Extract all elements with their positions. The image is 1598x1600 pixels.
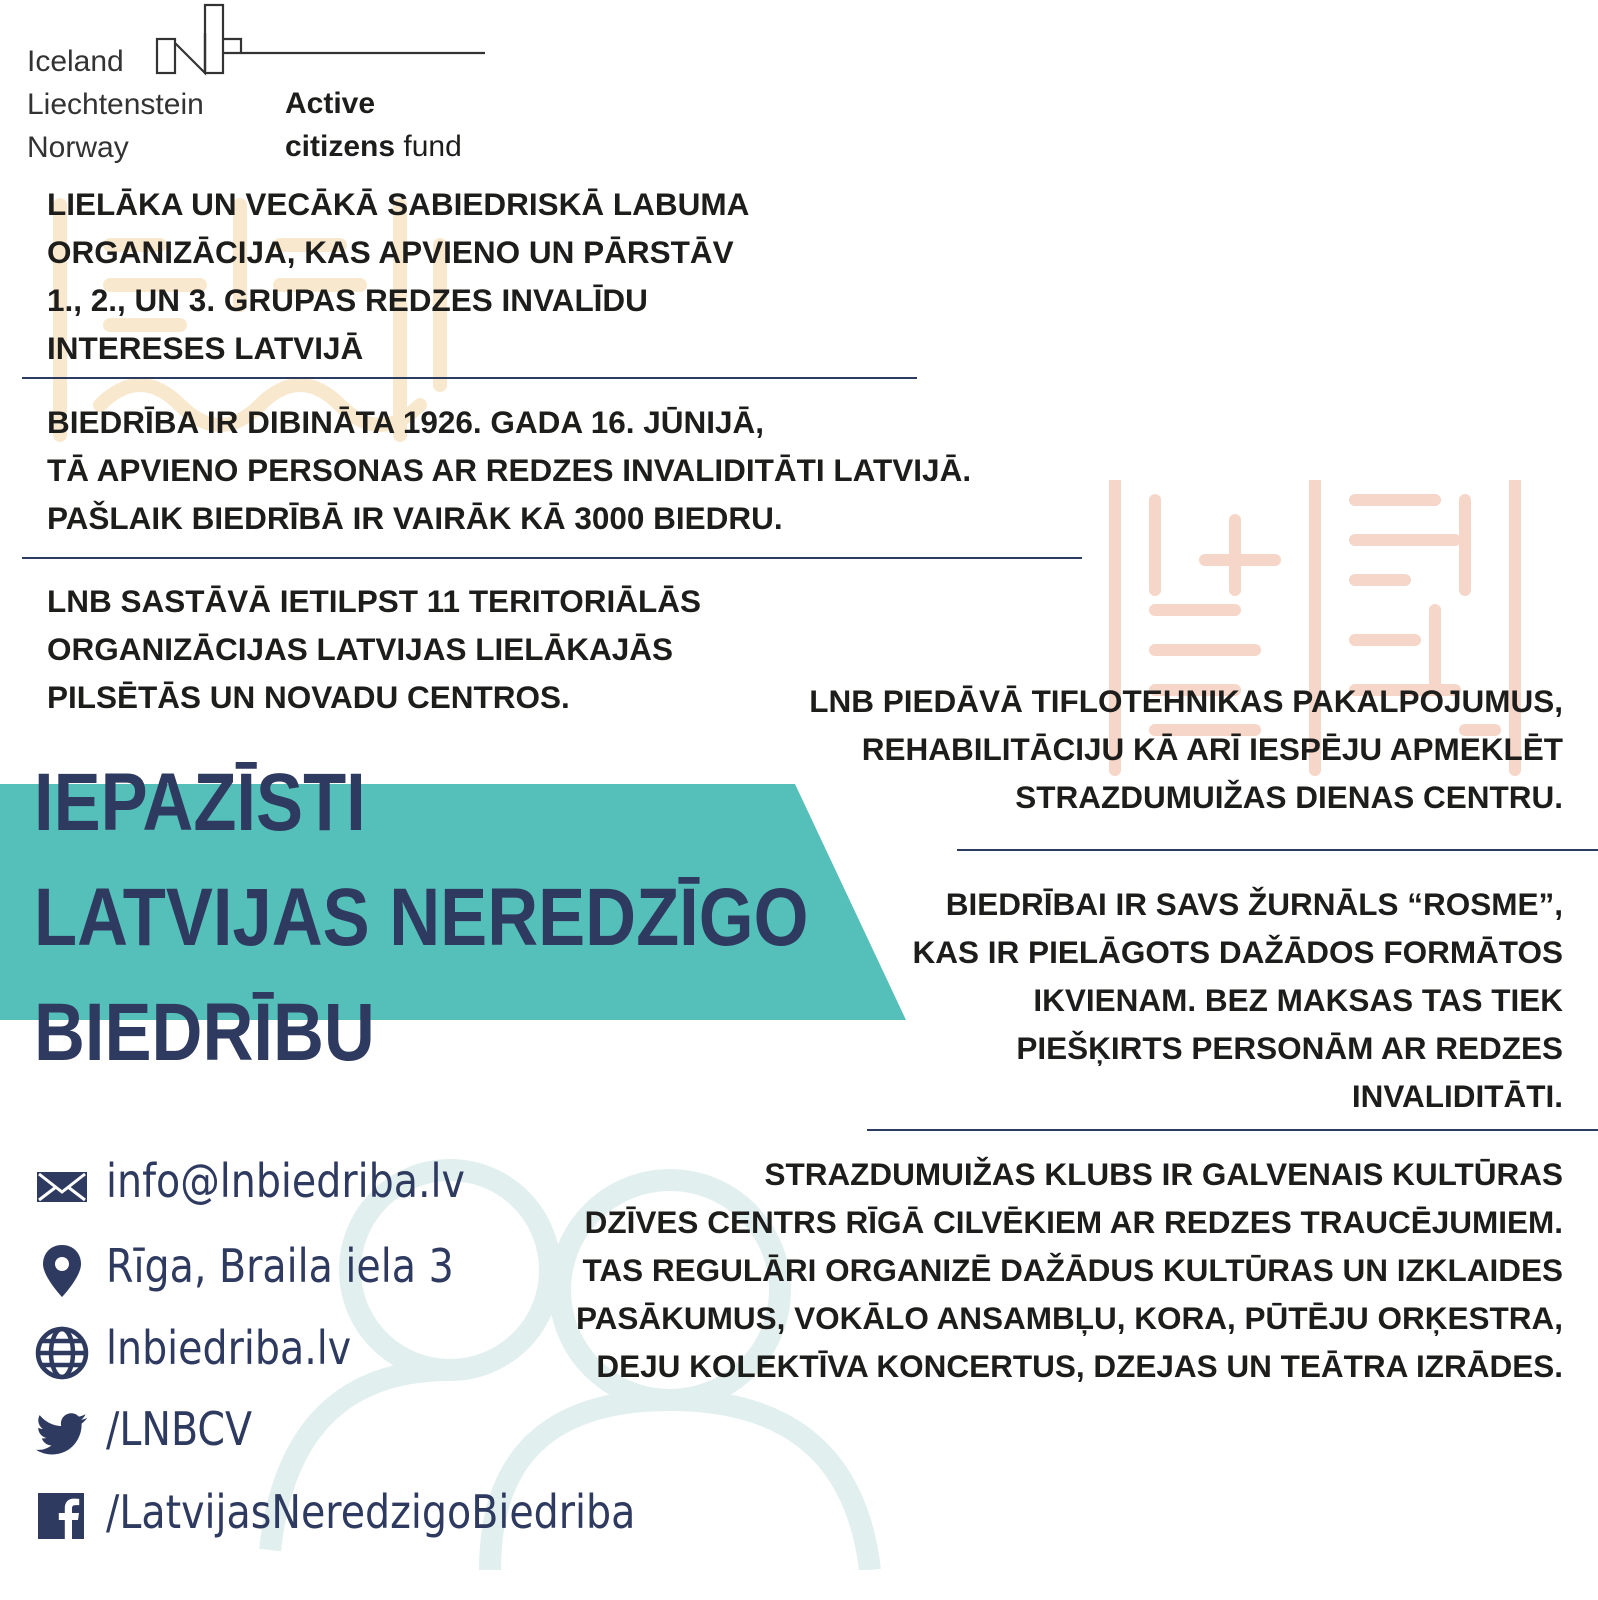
magazine-line: IKVIENAM. BEZ MAKSAS TAS TIEK	[1033, 982, 1563, 1018]
contact-facebook[interactable]	[34, 1481, 654, 1551]
logo-country-liechtenstein: Liechtenstein	[27, 88, 204, 121]
magazine-line: KAS IR PIELĀGOTS DAŽĀDOS FORMĀTOS	[912, 934, 1563, 970]
magazine-line: BIEDRĪBAI IR SAVS ŽURNĀLS “ROSME”,	[945, 886, 1563, 922]
founded-line: BIEDRĪBA IR DIBINĀTA 1926. GADA 16. JŪNIJĀ,	[47, 404, 765, 440]
club-line: DZĪVES CENTRS RĪGĀ CILVĒKIEM AR REDZES TRAUCĒJUMIEM.	[584, 1204, 1563, 1240]
magazine-line: PIEŠĶIRTS PERSONĀM AR REDZES	[1016, 1030, 1563, 1066]
club-line: DEJU KOLEKTĪVA KONCERTUS, DZEJAS UN TEĀTRA IZRĀDES.	[596, 1348, 1563, 1384]
magazine-text	[913, 880, 1563, 1120]
services-text	[809, 677, 1563, 821]
map-pin-icon	[34, 1243, 90, 1299]
intro-line: INTERESES LATVIJĀ	[47, 330, 364, 366]
divider-2	[22, 557, 1082, 559]
envelope-icon	[34, 1158, 90, 1214]
logo-country-iceland: Iceland	[27, 45, 124, 78]
divider-1	[22, 377, 917, 379]
territorial-line: LNB SASTĀVĀ IETILPST 11 TERITORIĀLĀS	[47, 583, 701, 619]
club-text	[576, 1150, 1563, 1390]
divider-4	[867, 1129, 1598, 1131]
logo-fund-active: Active	[285, 87, 376, 120]
club-line: PASĀKUMUS, VOKĀLO ANSAMBĻU, KORA, PŪTĒJU ORĶESTRA,	[575, 1300, 1563, 1336]
contact-twitter[interactable]	[34, 1398, 514, 1468]
founded-line: TĀ APVIENO PERSONAS AR REDZES INVALIDITĀTI LATVIJĀ.	[47, 452, 972, 488]
contact-website-value[interactable]: lnbiedriba.lv	[106, 1321, 352, 1375]
contact-address	[34, 1235, 514, 1305]
logo-fund-word: fund	[403, 130, 462, 163]
contact-email-value[interactable]: info@lnbiedriba.lv	[106, 1154, 465, 1208]
globe-icon	[34, 1325, 90, 1381]
intro-line: 1., 2., UN 3. GRUPAS REDZES INVALĪDU	[47, 282, 648, 318]
territorial-text	[47, 577, 701, 721]
facebook-icon	[34, 1489, 90, 1545]
heading-line-2: LATVIJAS NEREDZĪGO	[34, 872, 809, 963]
logo-country-norway: Norway	[27, 131, 129, 164]
eea-grants-logo-icon	[155, 3, 490, 78]
contact-email[interactable]	[34, 1150, 514, 1220]
twitter-icon	[34, 1406, 90, 1462]
club-line: STRAZDUMUIŽAS KLUBS IR GALVENAIS KULTŪRAS	[764, 1156, 1563, 1192]
contact-facebook-value[interactable]: /LatvijasNeredzigoBiedriba	[106, 1485, 636, 1539]
territorial-line: ORGANIZĀCIJAS LATVIJAS LIELĀKAJĀS	[47, 631, 673, 667]
territorial-line: PILSĒTĀS UN NOVADU CENTROS.	[47, 679, 570, 715]
services-line: LNB PIEDĀVĀ TIFLOTEHNIKAS PAKALPOJUMUS,	[809, 683, 1563, 719]
intro-line: LIELĀKA UN VECĀKĀ SABIEDRISKĀ LABUMA	[47, 186, 750, 222]
logo-fund-name	[285, 82, 462, 168]
contact-address-value: Rīga, Braila iela 3	[106, 1239, 454, 1293]
intro-line: ORGANIZĀCIJA, KAS APVIENO UN PĀRSTĀV	[47, 234, 734, 270]
founded-line: PAŠLAIK BIEDRĪBĀ IR VAIRĀK KĀ 3000 BIEDRU.	[47, 500, 783, 536]
divider-3	[957, 849, 1598, 851]
services-line: STRAZDUMUIŽAS DIENAS CENTRU.	[1015, 779, 1563, 815]
heading-line-3: BIEDRĪBU	[34, 987, 375, 1078]
contact-website[interactable]	[34, 1317, 514, 1387]
services-line: REHABILITĀCIJU KĀ ARĪ IESPĒJU APMEKLĒT	[861, 731, 1563, 767]
contact-twitter-value[interactable]: /LNBCV	[106, 1402, 253, 1456]
founded-text	[47, 398, 971, 542]
main-heading	[34, 745, 808, 1090]
club-line: TAS REGULĀRI ORGANIZĒ DAŽĀDUS KULTŪRAS UN IZKLAIDES	[582, 1252, 1563, 1288]
intro-text	[47, 180, 749, 372]
magazine-line: INVALIDITĀTI.	[1351, 1078, 1563, 1114]
logo-fund-citizens: citizens	[285, 130, 396, 163]
heading-line-1: IEPAZĪSTI	[34, 757, 366, 848]
